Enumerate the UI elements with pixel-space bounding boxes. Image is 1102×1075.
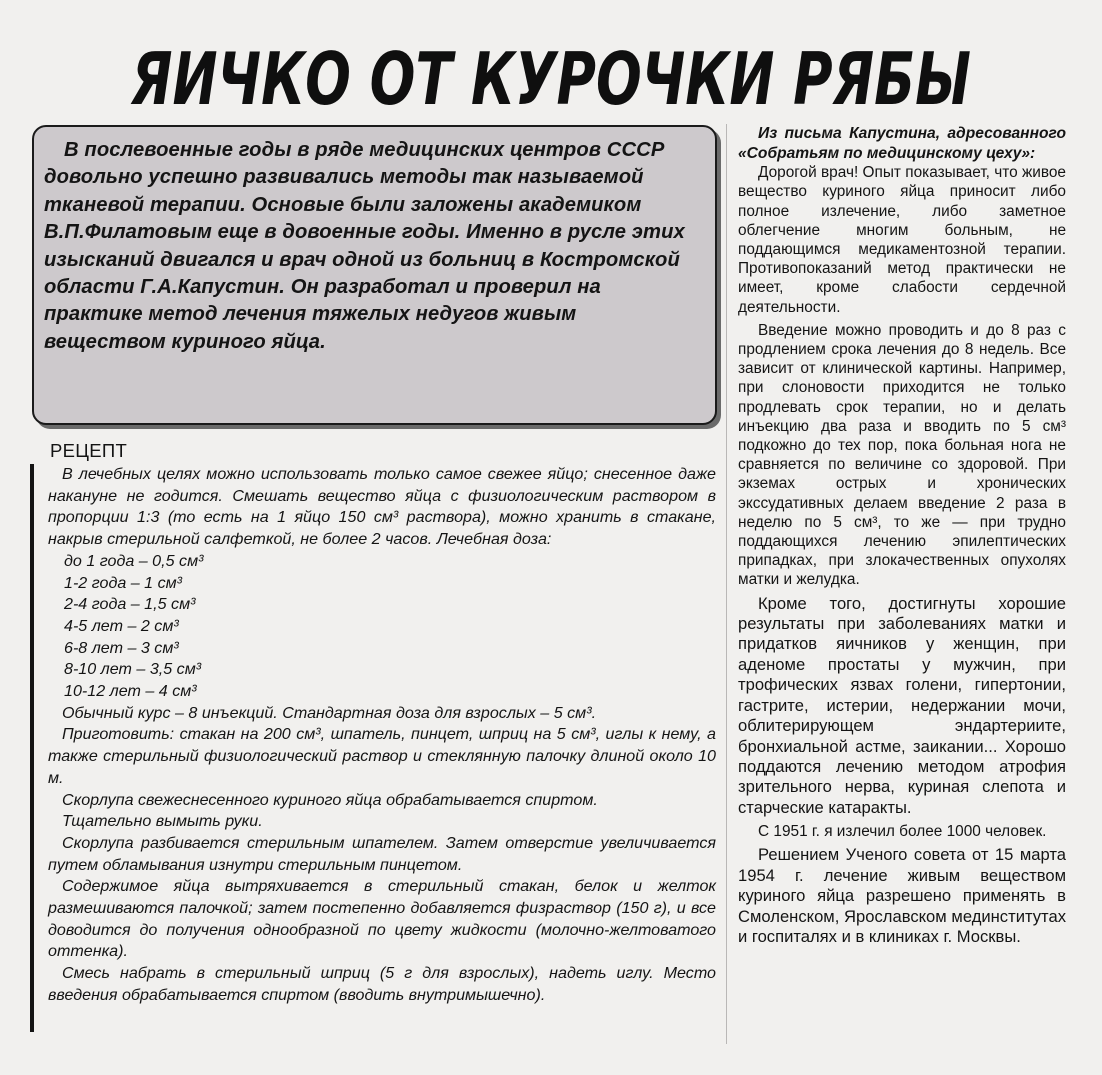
letter-heading: Из письма Капустина, адресованного «Собратьям по медицинскому цеху»: — [738, 125, 1066, 162]
letter-paragraph-3: Кроме того, достигнуты хорошие результаты при заболеваниях матки и придатков яичников у женщин, при аденоме простаты у мужчин, при трофических язвах голени, гипертонии, гастрите, истерии, недержании мочи, облитерирующем эндартериите, бронхиальной астме, заикании... Хорошо поддаются лечению методом атрофия зрительного нерва, куриная слепота и старческие катаракты. — [738, 593, 1066, 817]
dose-item: 4-5 лет – 2 см³ — [64, 616, 179, 635]
dose-item: 6-8 лет – 3 см³ — [64, 638, 179, 657]
recipe-paragraph-5: Тщательно вымыть руки. — [62, 812, 263, 831]
recipe-paragraph-3: Приготовить: стакан на 200 см³, шпатель, пинцет, шприц на 5 см³, иглы к нему, а также стерильный физиологический раствор и стеклянную палочку длиной около 10 м. — [48, 725, 716, 787]
column-divider — [726, 124, 727, 1044]
letter-paragraph-5: Решением Ученого совета от 15 марта 1954 г. лечение живым веществом куриного яйца разрешено применять в Смоленском, Ярославском мединститутах и госпиталях и в клиниках г. Москвы. — [738, 845, 1066, 946]
headline-text: ЯИЧКО ОТ КУРОЧКИ РЯБЫ — [130, 37, 972, 121]
dose-item: 1-2 года – 1 см³ — [64, 573, 183, 592]
recipe-paragraph-7: Содержимое яйца вытряхивается в стерильный стакан, белок и желток размешиваются палочкой; затем постепенно добавляется физраствор (150 г), и все доводится до получения однообразной по цвету жидкости (молочно-желтоватого оттенка). — [48, 877, 716, 961]
recipe-margin-bar — [30, 464, 34, 1032]
letter-paragraph-4: С 1951 г. я излечил более 1000 человек. — [758, 823, 1047, 841]
letter-paragraph-1: Дорогой врач! Опыт показывает, что живое вещество куриного яйца приносит либо полное излечение, либо заметное облегчение многим больным, не поддающимся медикаментозной терапии. Противопоказаний метод практически не имеет, кроме слабости сердечной деятельности. — [738, 164, 1066, 316]
letter-column — [738, 124, 1066, 1054]
headline — [0, 22, 1102, 122]
recipe-body — [48, 464, 716, 1007]
intro-text: В послевоенные годы в ряде медицинских центров СССР довольно успешно развивались методы так называемой тканевой терапии. Основые были заложены академиком В.П.Филатовым еще в довоенные годы. Именно в русле этих изысканий двигался и врач одной из больниц в Костромской области Г.А.Капустин. Он разработал и проверил на практике метод лечения тяжелых недугов живым веществом куриного яйца. — [44, 139, 685, 353]
headline-graphic — [0, 22, 1102, 122]
recipe-heading: РЕЦЕПТ — [50, 440, 128, 461]
recipe-section — [30, 440, 720, 1045]
intro-box — [32, 125, 717, 425]
recipe-paragraph-2: Обычный курс – 8 инъекций. Стандартная доза для взрослых – 5 см³. — [62, 703, 597, 722]
dose-item: 10-12 лет – 4 см³ — [64, 682, 197, 701]
dose-item: до 1 года – 0,5 см³ — [64, 551, 204, 570]
recipe-paragraph-1: В лечебных целях можно использовать только самое свежее яйцо; снесенное даже накануне не годится. Смешать вещество яйца с физиологическим раствором в пропорции 1:3 (то есть на 1 яйцо 150 см³ раствора), можно хранить в стакане, накрыв стерильной салфеткой, не более 2 часов. Лечебная доза: — [48, 465, 716, 549]
dose-item: 8-10 лет – 3,5 см³ — [64, 660, 202, 679]
letter-paragraph-2: Введение можно проводить и до 8 раз с продлением срока лечения до 8 недель. Все зависит от клинической картины. Например, при слоновости приходится не только продлевать срок терапии, но и делать инъекцию два раза и вводить по 5 см³ подкожно до тех пор, пока больная нога не сравняется по величине со здоровой. При экземах острых и хронических экссудативных делаем введение 2 раза в неделю по 5 см³, то же — при трудно поддающихся лечению эпилептических припадках, при злокачественных опухолях матки и желудка. — [738, 321, 1066, 589]
recipe-paragraph-8: Смесь набрать в стерильный шприц (5 г для взрослых), надеть иглу. Место введения обрабатывается спиртом (вводить внутримышечно). — [48, 964, 716, 1004]
recipe-paragraph-4: Скорлупа свежеснесенного куриного яйца обрабатывается спиртом. — [62, 790, 598, 809]
recipe-paragraph-6: Скорлупа разбивается стерильным шпателем. Затем отверстие увеличивается путем обламывания изнутри стерильным пинцетом. — [48, 833, 716, 874]
dose-item: 2-4 года – 1,5 см³ — [64, 595, 196, 614]
